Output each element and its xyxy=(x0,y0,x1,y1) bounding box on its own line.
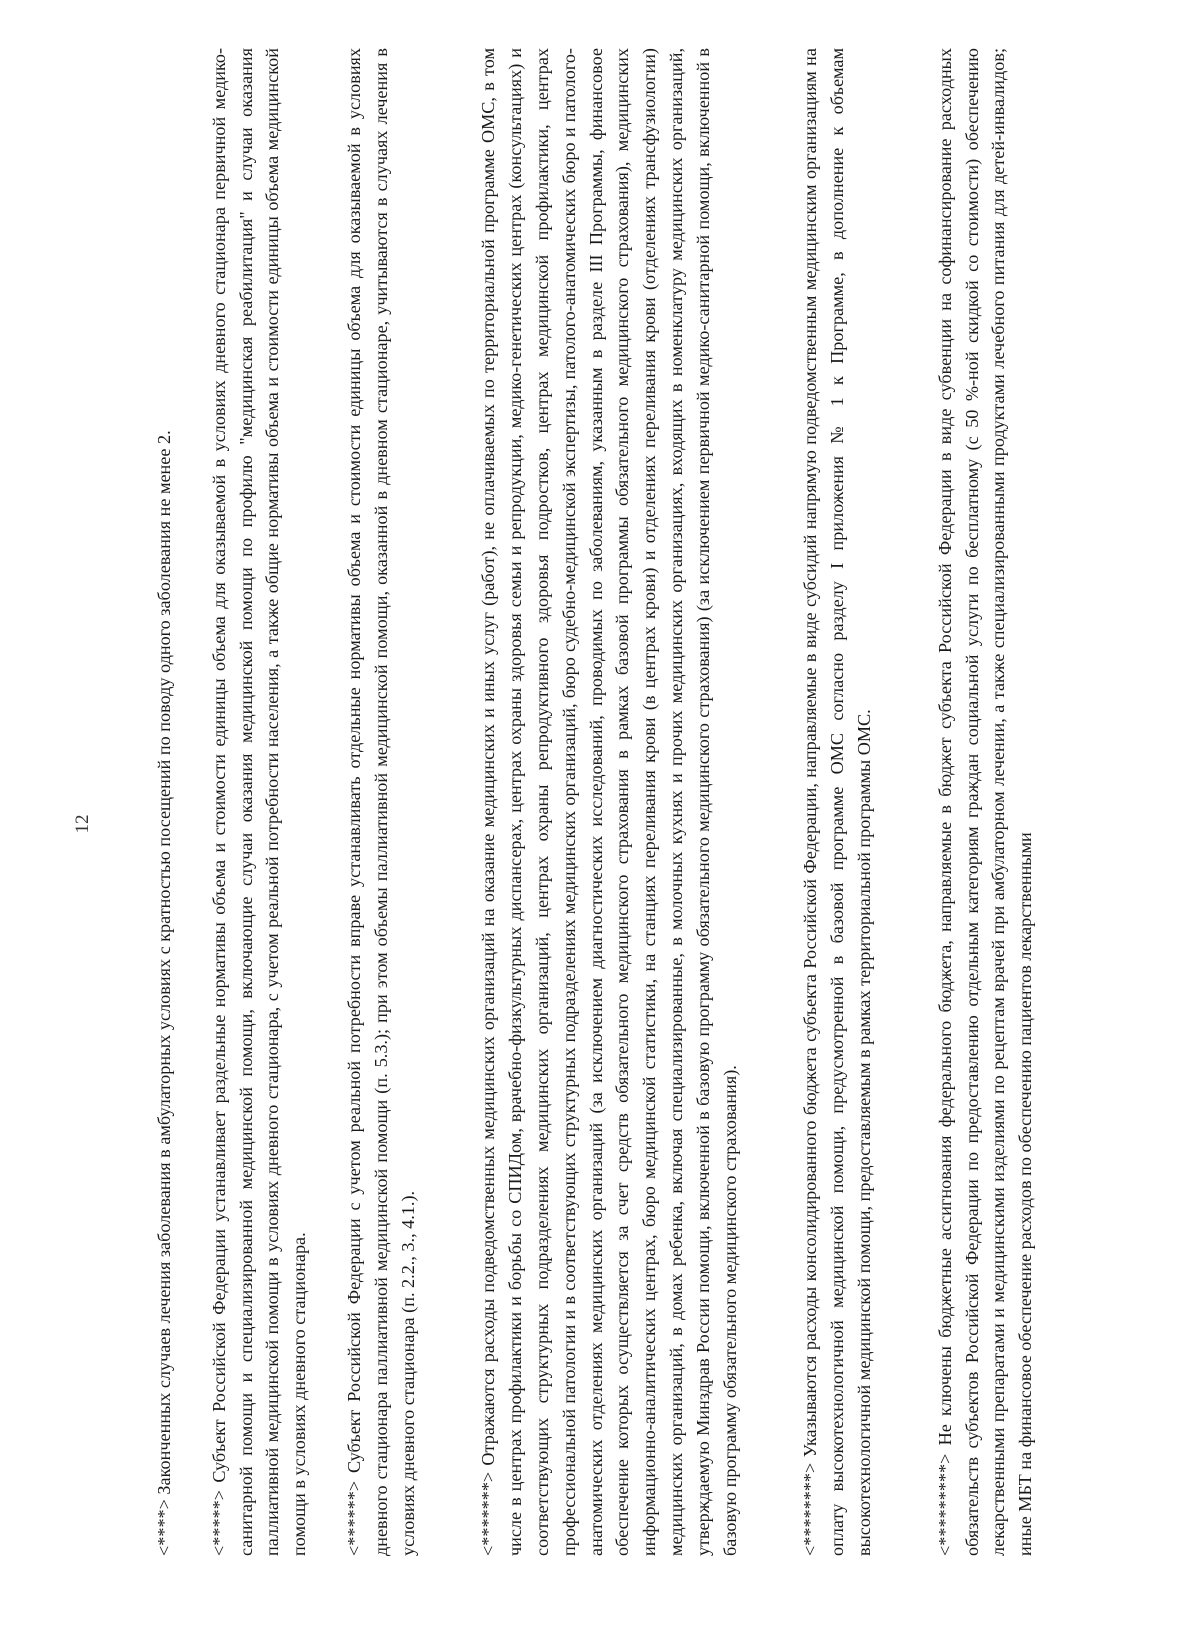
footnote-6 xyxy=(341,48,421,1556)
footnote-text: Отражаются расходы подведомственных медицинских организаций на оказание медицинских и иных услуг (работ), не оплачиваемых по территориальной программе ОМС, в том числе в центрах профилактики и борьбы со СПИДом, врачебно-физкультурных диспансерах, центрах охраны здоровья семьи и репродукции, медико-генетических центрах (консультациях) и соответствующих структурных подразделениях медицинских организаций, центрах охраны репродуктивного здоровья подростков, центрах медицинской профилактики, центрах профессиональной патологии и в соответствующих структурных подразделениях медицинских организаций, бюро судебно-медицинской экспертизы, патолого-анатомических бюро и патолого-анатомических отделениях медицинских организаций (за исключением диагностических исследований, проводимых по заболеваниям, указанным в разделе III Программы, финансовое обеспечение которых осуществляется за счет средств обязательного медицинского страхования в рамках базовой программы обязательного медицинского страхования), медицинских информационно-аналитических центрах, бюро медицинской статистики, на станциях переливания крови (в центрах крови) и отделениях переливания крови (отделениях трансфузиологии) медицинских организаций, в домах ребенка, включая специализированные, в молочных кухнях и прочих медицинских организациях, входящих в номенклатуру медицинских организаций, утверждаемую Минздрав России помощи, включенной в базовую программу обязательного медицинского страхования) (за исключением первичной медико-санитарной помощи, включенной в базовую программу обязательного медицинского страхования). xyxy=(478,48,740,1556)
footnote-4 xyxy=(151,48,178,1556)
footnote-text: Не ключены бюджетные ассигнования федерального бюджета, направляемые в бюджет субъекта Российской Федерации в виде субвенции на софинансирование расходных обязательств субъектов Российской Федерации по предоставлению отдельным категориям граждан социальной услуги по бесплатному (с 50 %-ной скидкой со стоимости) обеспечению лекарственными препаратами и медицинскими изделиями по рецептам врачей при амбулаторном лечении, а также специализированными продуктами лечебного питания для детей-инвалидов; иные МБТ на финансовое обеспечение расходов по обеспечению пациентов лекарственными xyxy=(934,48,1036,1556)
footnote-marker: <*******> xyxy=(478,1471,499,1556)
footnote-marker: <********> xyxy=(800,1462,821,1556)
footnote-text: Законченных случаев лечения заболевания в амбулаторных условиях с кратностью посещений по поводу одного заболевания не менее 2. xyxy=(154,430,174,1495)
footnote-marker: <*****> xyxy=(208,1490,229,1556)
footnote-5 xyxy=(206,48,313,1556)
footnote-text: Указываются расходы консолидированного бюджета субъекта Российской Федерации, направляемые в виде субсидий напрямую подведомственным медицинским организациям на оплату высокотехнологичной медицинской помощи, предусмотренной в базовой программе ОМС согласно разделу I приложения № 1 к Программе, в дополнение к объемам высокотехнологичной медицинской помощи, предоставляемым в рамках территориальной программы ОМС. xyxy=(800,48,874,1556)
footnote-marker: <*********> xyxy=(934,1453,955,1556)
footnote-7 xyxy=(475,48,743,1556)
footnote-text: Субъект Российской Федерации с учетом реальной потребности вправе устанавливать отдельные нормативы объема и стоимости единицы объема для оказываемой в условиях дневного стационара паллиативной медицинской помощи (п. 5.3.); при этом объемы паллиативной медицинской помощи, оказанной в дневном стационаре, учитываются в случаях лечения в условиях дневного стационара (п. 2.2., 3., 4.1.). xyxy=(343,47,418,1556)
footnote-text: Субъект Российской Федерации устанавливает раздельные нормативы объема и стоимости единицы объема для оказываемой в условиях дневного стационара первичной медико-санитарной помощи и специализированной медицинской помощи, включающие случаи оказания медицинской помощи по профилю "медицинская реабилитация" и случаи оказания паллиативной медицинской помощи в условиях дневного стационара, с учетом реальной потребности населения, а также общие нормативы объема и стоимости единицы объема медицинской помощи в условиях дневного стационара. xyxy=(208,47,310,1556)
footnote-8 xyxy=(797,48,877,1556)
footnotes-block xyxy=(95,48,1039,1556)
footnote-marker: <******> xyxy=(343,1480,364,1556)
footnote-marker: <****> xyxy=(154,1499,174,1556)
footnote-9 xyxy=(932,48,1039,1556)
page-number: 12 xyxy=(72,814,93,834)
